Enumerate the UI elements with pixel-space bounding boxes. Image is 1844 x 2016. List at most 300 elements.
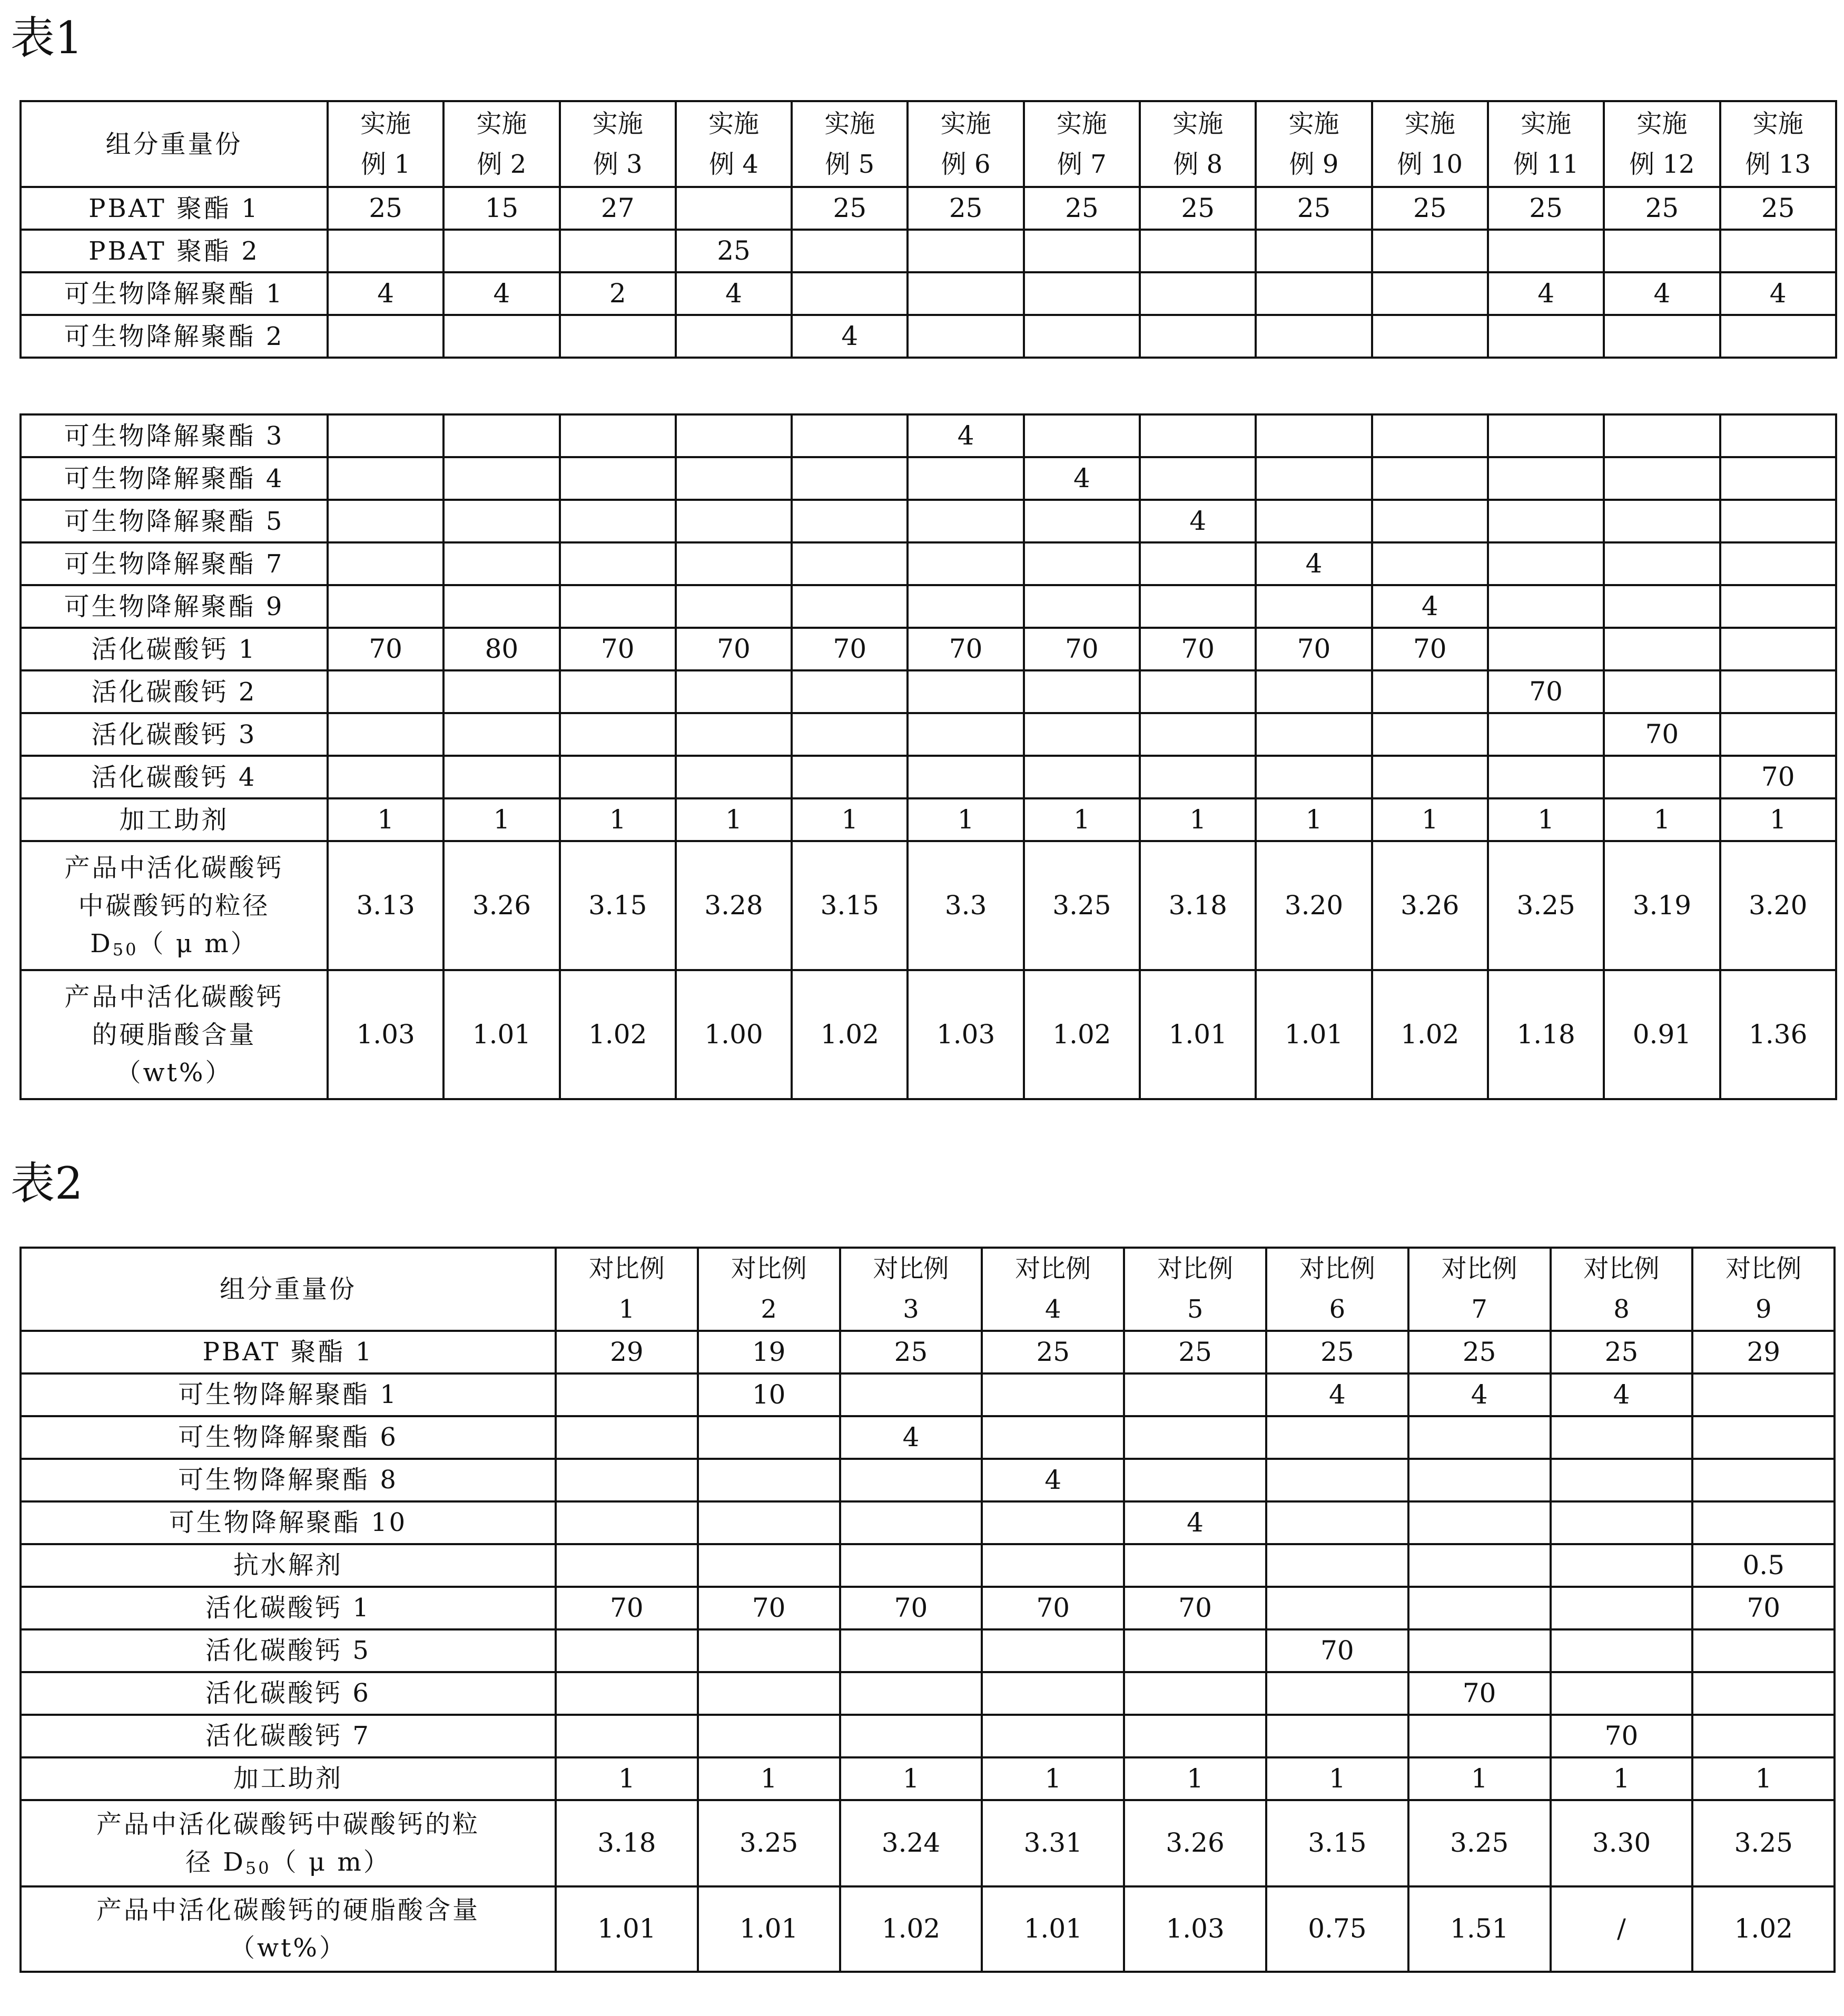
table-cell [1140,670,1256,713]
table-cell: 70 [1256,628,1372,670]
column-header [1140,101,1256,187]
table-cell [1124,1373,1266,1416]
column-header-line: 实施 [1172,108,1224,139]
row-label: 加工助剂 [21,798,328,841]
table-cell [560,670,676,713]
table-cell: 1.01 [1140,970,1256,1099]
table-cell [1140,315,1256,358]
column-header-line: 对比例 [1299,1254,1375,1283]
table-cell [443,670,559,713]
table-cell [1124,1672,1266,1715]
table-cell: 3.26 [1124,1800,1266,1886]
table-cell: 1.51 [1408,1886,1551,1972]
table-cell [1551,1587,1693,1629]
table-cell [1124,1459,1266,1501]
table-cell: 1.01 [698,1886,840,1972]
column-header-line: 例 8 [1173,149,1223,179]
table-cell: 70 [556,1587,698,1629]
table-cell: 4 [1124,1501,1266,1544]
table-cell [1372,457,1488,500]
column-header [1604,101,1720,187]
table-cell [1372,414,1488,457]
table-cell [556,1629,698,1672]
table-cell [1720,457,1836,500]
table-cell [908,500,1023,542]
column-header-line: 8 [1613,1294,1630,1324]
table-cell [698,1715,840,1757]
table-cell [1604,756,1720,798]
table-cell: 4 [982,1459,1124,1501]
label-subscript: 50 [245,1857,271,1878]
table-cell [443,315,559,358]
table-cell: 1.03 [908,970,1023,1099]
table-cell [1604,414,1720,457]
table-cell: 1.02 [1692,1886,1835,1972]
table-cell [560,756,676,798]
table-cell: 3.18 [1140,841,1256,970]
table-cell: 0.5 [1692,1544,1835,1587]
table-row [21,756,1836,798]
table-cell [1124,1544,1266,1587]
row-label-line: 产品中活化碳酸钙 [64,853,284,883]
table-cell [1692,1672,1835,1715]
table-cell: 70 [908,628,1023,670]
label-unit: （ μ m） [138,928,258,958]
table-cell [328,230,443,272]
table-cell [556,1715,698,1757]
table-cell: 25 [982,1331,1124,1373]
table-cell [1408,1715,1551,1757]
table-cell [556,1672,698,1715]
table-cell: 1 [1551,1757,1693,1800]
table-cell [840,1459,982,1501]
table-cell [443,542,559,585]
table-cell: 25 [908,187,1023,230]
table-cell [1488,500,1604,542]
table-cell: 3.25 [698,1800,840,1886]
label-d: D [223,1847,245,1877]
column-header [328,101,443,187]
table-cell [792,756,908,798]
table-cell [1408,1544,1551,1587]
table-cell [1720,713,1836,756]
column-header [1256,101,1372,187]
table-cell: 4 [328,272,443,315]
table-row [21,628,1836,670]
table-cell [1372,315,1488,358]
column-header-line: 对比例 [588,1254,665,1283]
column-header-line: 例 1 [361,149,411,179]
column-header-line: 实施 [1752,108,1803,139]
table-cell [1604,670,1720,713]
table-cell [556,1459,698,1501]
table-cell: 4 [908,414,1023,457]
table-cell: 1 [328,798,443,841]
table-cell [1604,230,1720,272]
row-label-line: 的硬脂酸含量 [92,1020,257,1050]
table-cell: 3.19 [1604,841,1720,970]
table-cell: 25 [1488,187,1604,230]
table-cell [1266,1715,1408,1757]
table-cell [1024,272,1140,315]
table-cell: 1.01 [982,1886,1124,1972]
table-cell [443,585,559,628]
table-cell [1140,585,1256,628]
column-header [1551,1248,1693,1331]
table-cell: 3.25 [1024,841,1140,970]
table-cell: 4 [1604,272,1720,315]
column-header [1720,101,1836,187]
column-header-line: 实施 [1636,108,1688,139]
table-cell [1266,1459,1408,1501]
table-cell [1140,414,1256,457]
table-cell [1124,1629,1266,1672]
table-cell: 15 [443,187,559,230]
table-cell: 3.26 [1372,841,1488,970]
table-cell: 1.03 [1124,1886,1266,1972]
column-header [560,101,676,187]
column-header-line: 例 3 [593,149,643,179]
table-cell: 1 [1720,798,1836,841]
table-cell: 3.15 [560,841,676,970]
table-cell [698,1672,840,1715]
table-cell [443,457,559,500]
table-cell: 70 [1140,628,1256,670]
table-cell [1140,457,1256,500]
table-cell: 1.01 [443,970,559,1099]
table-cell [1488,756,1604,798]
row-label: 可生物降解聚酯 2 [21,315,328,358]
table-cell: 70 [1024,628,1140,670]
table-cell: 25 [1266,1331,1408,1373]
table-cell [1266,1501,1408,1544]
table-cell [1256,272,1372,315]
table-cell [676,500,792,542]
table-cell [676,187,792,230]
table-cell [908,670,1023,713]
table-cell [908,542,1023,585]
table-cell [443,500,559,542]
table-cell [982,1672,1124,1715]
table-cell [1551,1459,1693,1501]
table-cell [1720,230,1836,272]
table-cell: 1 [1408,1757,1551,1800]
table-cell: 1.18 [1488,970,1604,1099]
table-row [21,500,1836,542]
row-label: 可生物降解聚酯 1 [21,1373,556,1416]
table-cell: 1.01 [1256,970,1372,1099]
table-cell [1256,585,1372,628]
table-cell: 70 [1720,756,1836,798]
table-cell [1604,628,1720,670]
table-cell [560,542,676,585]
table-cell [1408,1459,1551,1501]
label-unit: （ μ m） [271,1847,391,1877]
table-cell [698,1544,840,1587]
table-cell [1720,315,1836,358]
table-cell [792,414,908,457]
table-cell: 4 [1408,1373,1551,1416]
row-label [21,1886,556,1972]
column-header-line: 实施 [708,108,760,139]
column-header-line: 实施 [476,108,527,139]
table-cell [1408,1587,1551,1629]
table-cell [1408,1629,1551,1672]
table-cell [1408,1416,1551,1459]
table-row [21,542,1836,585]
row-label: 活化碳酸钙 7 [21,1715,556,1757]
table-cell [328,670,443,713]
table-cell [328,713,443,756]
table-cell [443,713,559,756]
label-subscript: 50 [112,939,139,960]
table-cell [698,1501,840,1544]
table-cell [982,1416,1124,1459]
table-cell [792,457,908,500]
column-header-line: 实施 [1288,108,1339,139]
table-cell [1372,230,1488,272]
table-cell [1266,1587,1408,1629]
table-cell: 70 [1266,1629,1408,1672]
column-header-line: 1 [618,1294,635,1324]
column-header-line: 对比例 [873,1254,949,1283]
table-row [21,585,1836,628]
table-cell: 4 [792,315,908,358]
table-cell [1408,1501,1551,1544]
table-cell [556,1501,698,1544]
column-header-line: 实施 [940,108,991,139]
table-cell [328,542,443,585]
table-row [21,1715,1835,1757]
table-row [21,1373,1835,1416]
table-cell [556,1373,698,1416]
table-cell [1551,1629,1693,1672]
row-label-line [22,1843,555,1881]
table-cell [698,1459,840,1501]
table-cell: 1 [1488,798,1604,841]
row-label: 活化碳酸钙 1 [21,1587,556,1629]
table-cell: 1 [908,798,1023,841]
column-header-line: 例 9 [1289,149,1339,179]
row-label [21,841,328,970]
table-cell [908,756,1023,798]
column-header-line: 例 10 [1397,149,1463,179]
table-cell [1488,315,1604,358]
table-cell: 29 [1692,1331,1835,1373]
table-cell [908,272,1023,315]
table-cell [840,1544,982,1587]
row-label [21,1800,556,1886]
row-label: 可生物降解聚酯 6 [21,1416,556,1459]
table-cell: 3.26 [443,841,559,970]
column-header-line: 例 6 [941,149,991,179]
table-cell: 25 [792,187,908,230]
table-cell: 70 [840,1587,982,1629]
table-cell [1124,1416,1266,1459]
table-cell [328,585,443,628]
table-cell: 70 [1551,1715,1693,1757]
table-cell: 4 [1140,500,1256,542]
table-cell [328,414,443,457]
table-cell: 4 [840,1416,982,1459]
table-cell [1140,713,1256,756]
table-cell: 25 [1372,187,1488,230]
table-cell [1256,230,1372,272]
table-cell: 25 [1408,1331,1551,1373]
table-cell [908,713,1023,756]
row-label: 可生物降解聚酯 3 [21,414,328,457]
table-cell [1720,628,1836,670]
table-cell: 4 [1488,272,1604,315]
column-header-line: 实施 [360,108,411,139]
table-cell [1604,457,1720,500]
table-cell: 4 [1024,457,1140,500]
table-cell: 1 [792,798,908,841]
table-cell: 70 [1692,1587,1835,1629]
table-cell: 25 [1551,1331,1693,1373]
table-cell [1692,1629,1835,1672]
table-cell [1256,756,1372,798]
table-cell: 25 [1604,187,1720,230]
table-cell: 70 [560,628,676,670]
table-cell [560,230,676,272]
header-row [21,1248,1835,1331]
table-cell: 0.75 [1266,1886,1408,1972]
table-cell [1024,670,1140,713]
table-cell [982,1544,1124,1587]
table-cell [1604,585,1720,628]
table-cell [908,585,1023,628]
column-header-line: 例 2 [477,149,527,179]
row-label: 活化碳酸钙 4 [21,756,328,798]
table-cell: 10 [698,1373,840,1416]
column-header-line: 对比例 [1157,1254,1234,1283]
table-cell: 1 [840,1757,982,1800]
table-cell: 25 [328,187,443,230]
label-prefix: 径 [185,1847,223,1877]
table-cell [676,585,792,628]
table-row [21,670,1836,713]
column-header-line: 实施 [592,108,643,139]
column-header-line: 对比例 [731,1254,807,1283]
table-cell [908,457,1023,500]
column-header [1408,1248,1551,1331]
table-cell [792,713,908,756]
table-cell [1140,542,1256,585]
table-row [21,230,1836,272]
table-cell [1488,457,1604,500]
table-cell [1024,542,1140,585]
table-cell [792,585,908,628]
table-cell [1140,230,1256,272]
row-label: 活化碳酸钙 6 [21,1672,556,1715]
table-cell: 4 [1551,1373,1693,1416]
table-cell [1256,414,1372,457]
row-label-line: 产品中活化碳酸钙中碳酸钙的粒 [96,1809,480,1839]
table-cell [1024,500,1140,542]
table-cell [560,315,676,358]
column-header [1372,101,1488,187]
table-cell [1140,756,1256,798]
table-cell [1024,756,1140,798]
table1-part-b [19,413,1837,1100]
table-cell [1266,1544,1408,1587]
table-cell: 1 [1604,798,1720,841]
table-cell [1256,457,1372,500]
column-header-line: 例 5 [825,149,875,179]
table-cell [840,1629,982,1672]
table-cell: 1.02 [560,970,676,1099]
table-cell [1372,542,1488,585]
row-label: 可生物降解聚酯 9 [21,585,328,628]
table-cell [1372,272,1488,315]
table-cell: 2 [560,272,676,315]
table-cell [1692,1501,1835,1544]
table-cell [676,414,792,457]
column-header [1124,1248,1266,1331]
column-header [556,1248,698,1331]
table-cell: 3.18 [556,1800,698,1886]
column-header [840,1248,982,1331]
table-cell [1488,542,1604,585]
table-cell: 1.00 [676,970,792,1099]
row-label: 可生物降解聚酯 10 [21,1501,556,1544]
table-cell [1372,756,1488,798]
table-cell [1692,1715,1835,1757]
table1-part-a [19,100,1837,359]
table-cell [982,1501,1124,1544]
table-cell [328,457,443,500]
table-cell [982,1373,1124,1416]
column-header [1488,101,1604,187]
table-row [21,315,1836,358]
table-cell: 70 [1372,628,1488,670]
row-label: PBAT 聚酯 1 [21,187,328,230]
table-cell: 1 [560,798,676,841]
table-cell: 1.03 [328,970,443,1099]
table-cell [698,1629,840,1672]
d50-row [21,1800,1835,1886]
table-cell: 3.13 [328,841,443,970]
table-cell [1720,500,1836,542]
table-cell [1551,1544,1693,1587]
table-cell [328,500,443,542]
table-cell: / [1551,1886,1693,1972]
table-cell [443,230,559,272]
table-cell: 3.31 [982,1800,1124,1886]
table-cell: 1.01 [556,1886,698,1972]
header-row [21,101,1836,187]
table-cell [840,1501,982,1544]
table-cell: 1.02 [1372,970,1488,1099]
table-cell [1140,272,1256,315]
column-header [1266,1248,1408,1331]
table-cell [560,500,676,542]
table-cell: 4 [676,272,792,315]
table-cell: 25 [1124,1331,1266,1373]
table-cell [1124,1715,1266,1757]
table-cell [840,1715,982,1757]
column-header-line: 例 13 [1745,149,1811,179]
table-cell [1720,414,1836,457]
table-cell: 29 [556,1331,698,1373]
table-cell: 70 [1488,670,1604,713]
table-cell: 25 [840,1331,982,1373]
table-cell [443,414,559,457]
table-cell [840,1672,982,1715]
table-cell [1604,542,1720,585]
table-cell [1692,1459,1835,1501]
